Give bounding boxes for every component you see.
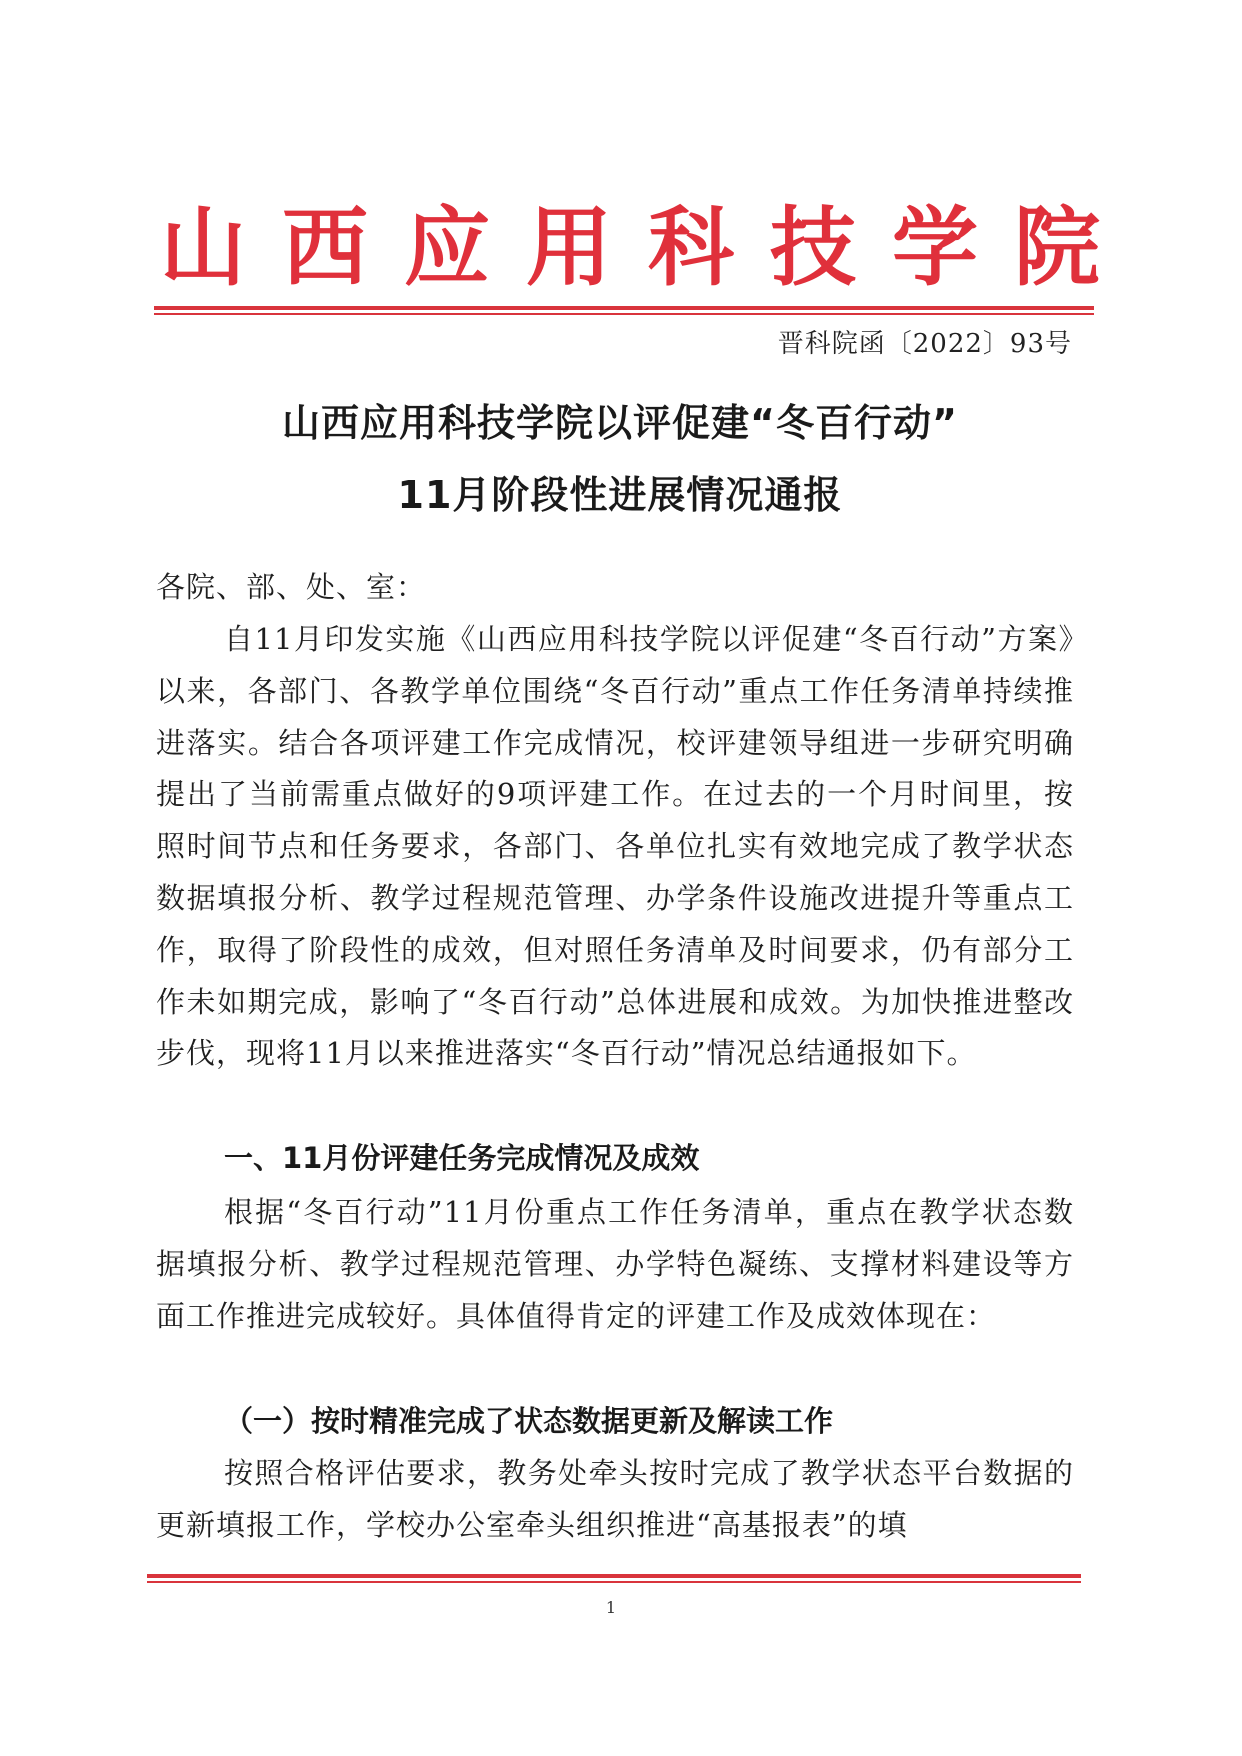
masthead-char: 科 bbox=[648, 197, 734, 298]
document-number: 晋科院函〔2022〕93号 bbox=[777, 329, 1072, 359]
subsection-heading-1: （一）按时精准完成了状态数据更新及解读工作 bbox=[224, 1404, 834, 1438]
footer-rule-thick-line bbox=[147, 1574, 1081, 1578]
salutation: 各院、部、处、室： bbox=[156, 570, 427, 604]
institution-masthead bbox=[160, 198, 1100, 298]
body-paragraph-2: 根据“冬百行动”11月份重点工作任务清单，重点在教学状态数据填报分析、教学过程规范管理、办学特色凝练、支撑材料建设等方面工作推进完成较好。具体值得肯定的评建工作及成效体现在： bbox=[156, 1195, 1074, 1333]
section-heading-1: 一、11月份评建任务完成情况及成效 bbox=[224, 1141, 700, 1175]
masthead-char: 技 bbox=[770, 197, 856, 298]
header-rule-thin-line bbox=[154, 313, 1094, 315]
masthead-char: 西 bbox=[282, 197, 368, 298]
document-title-line-2: 11月阶段性进展情况通报 bbox=[397, 473, 843, 517]
page-number: 1 bbox=[605, 1598, 617, 1617]
header-red-rule bbox=[154, 306, 1094, 316]
header-rule-thick-line bbox=[154, 306, 1094, 310]
masthead-char: 学 bbox=[892, 197, 978, 298]
body-paragraph-1: 自11月印发实施《山西应用科技学院以评促建“冬百行动”方案》以来，各部门、各教学单位围绕“冬百行动”重点工作任务清单持续推进落实。结合各项评建工作完成情况，校评建领导组进一步研究明确提出了当前需重点做好的9项评建工作。在过去的一个月时间里，按照时间节点和任务要求，各部门、各单位扎实有效地完成了教学状态数据填报分析、教学过程规范管理、办学条件设施改进提升等重点工作，取得了阶段性的成效，但对照任务清单及时间要求，仍有部分工作未如期完成，影响了“冬百行动”总体进展和成效。为加快推进整改步伐，现将11月以来推进落实“冬百行动”情况总结通报如下。 bbox=[156, 622, 1074, 1071]
body-paragraph-3: 按照合格评估要求，教务处牵头按时完成了教学状态平台数据的更新填报工作，学校办公室牵头组织推进“高基报表”的填 bbox=[156, 1456, 1074, 1542]
masthead-char: 用 bbox=[526, 197, 612, 298]
masthead-char: 院 bbox=[1014, 197, 1100, 298]
footer-red-rule bbox=[147, 1574, 1081, 1584]
document-title-line-1: 山西应用科技学院以评促建“冬百行动” bbox=[282, 401, 958, 445]
masthead-char: 应 bbox=[404, 197, 490, 298]
masthead-char: 山 bbox=[160, 197, 246, 298]
footer-rule-thin-line bbox=[147, 1581, 1081, 1583]
